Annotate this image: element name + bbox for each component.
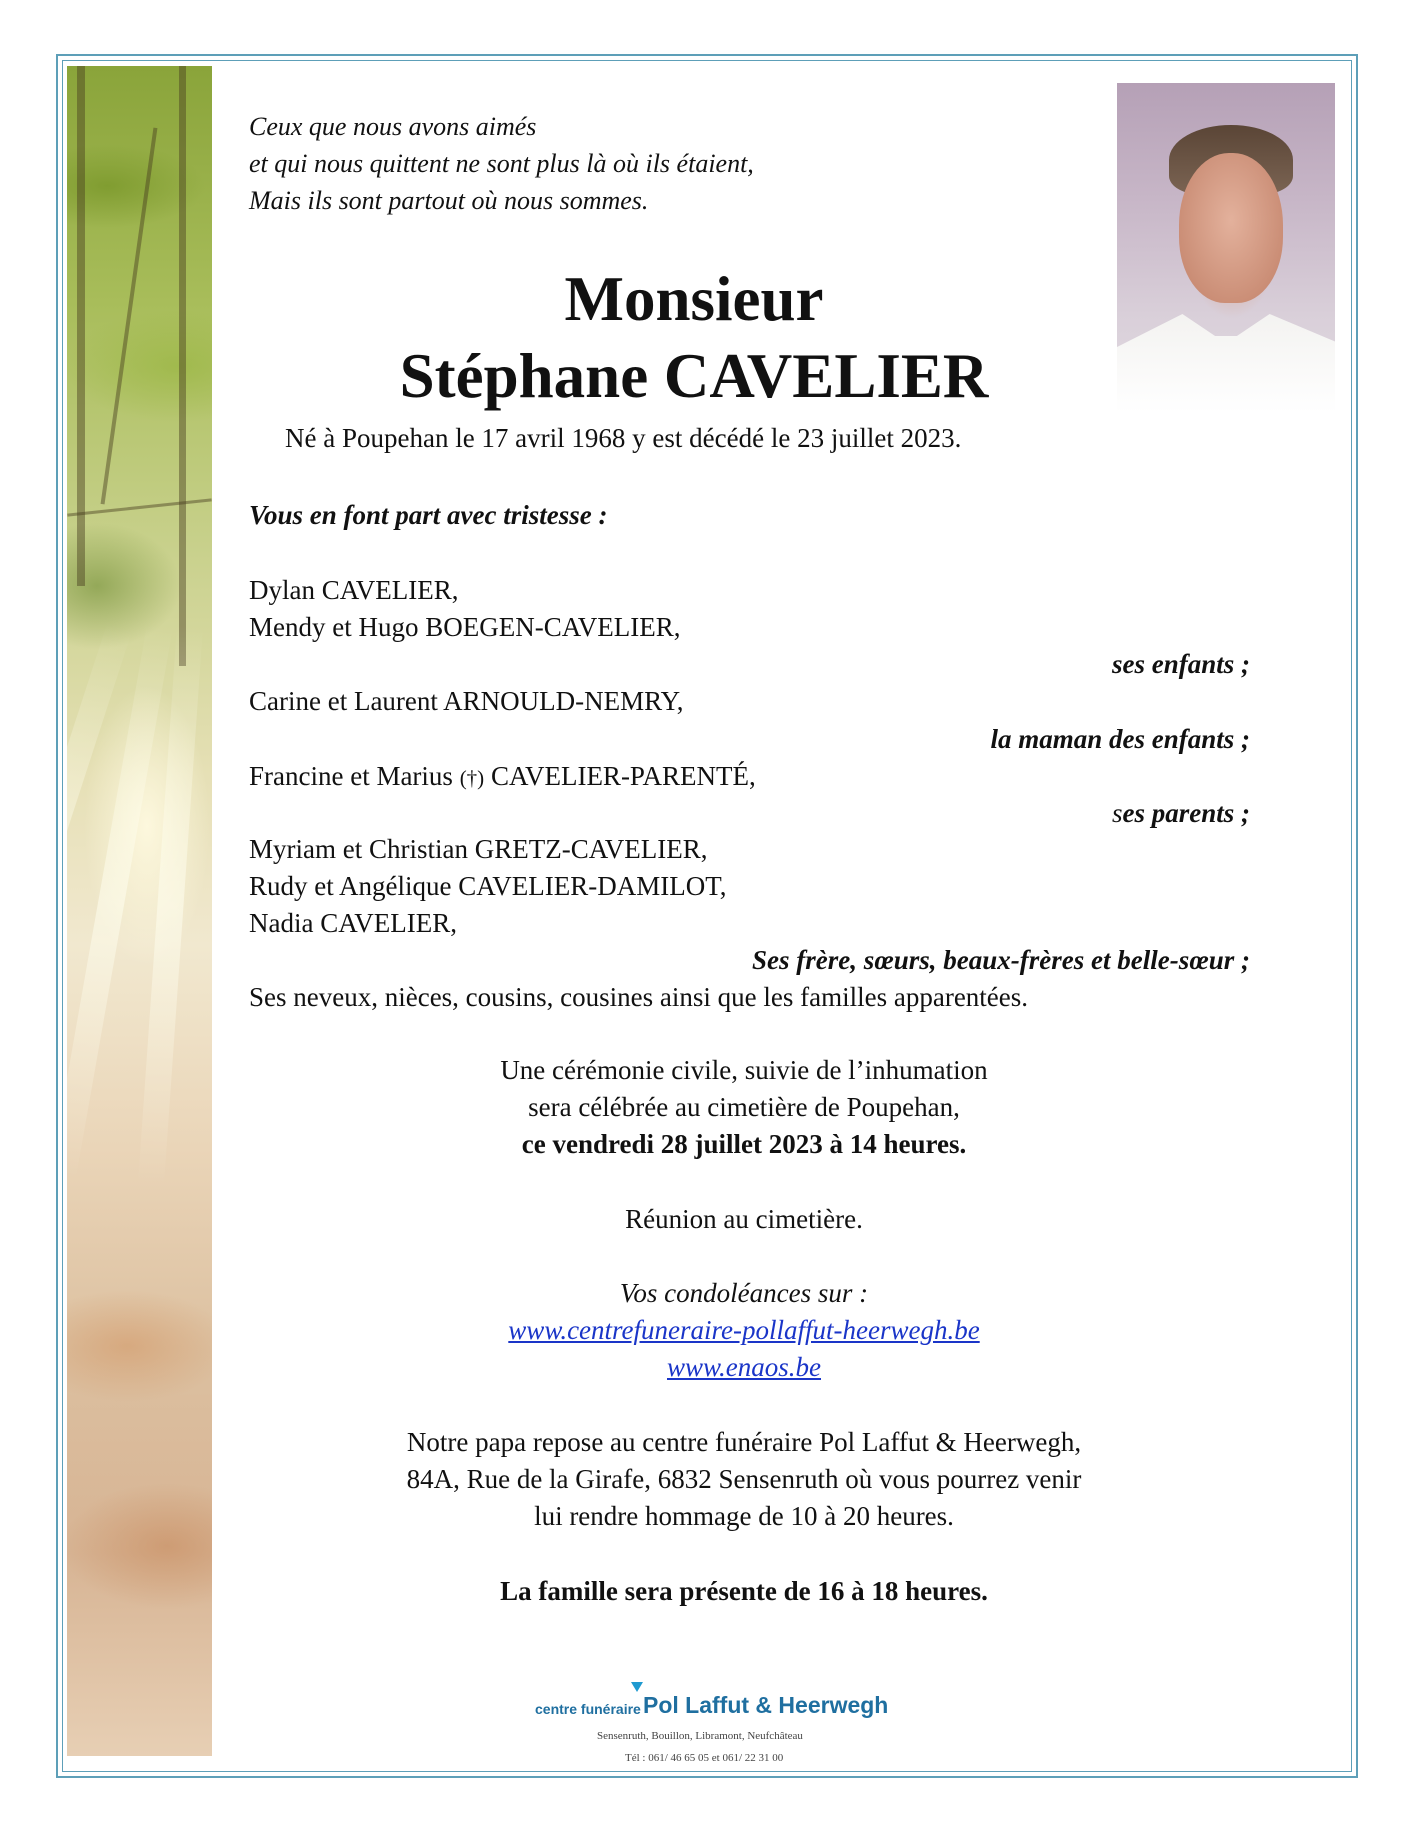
family-member [249,761,756,792]
family-presence: La famille sera présente de 16 à 18 heures. [500,1576,988,1606]
relation-label-prefix: s [1111,798,1123,828]
family-member: Dylan CAVELIER, [249,575,459,605]
poem-line: Mais ils sont partout où nous sommes. [249,186,649,215]
title-honorific: Monsieur [564,264,824,334]
funeral-home-logo [535,1680,889,1770]
dagger-symbol: (†) [459,766,485,790]
logo-triangle-icon [631,1682,643,1692]
family-member: Carine et Laurent ARNOULD-NEMRY, [249,686,684,716]
family-member: Myriam et Christian GRETZ-CAVELIER, [249,834,708,864]
poem-line: Ceux que nous avons aimés [249,112,537,141]
announce-heading: Vous en font part avec tristesse : [249,500,608,530]
birth-death-dates: Né à Poupehan le 17 avril 1968 y est décédé le 23 juillet 2023. [285,423,962,453]
poem-line: et qui nous quittent ne sont plus là où ils étaient, [249,149,754,178]
ceremony-line: sera célébrée au cimetière de Poupehan, [528,1092,960,1122]
rest-line: 84A, Rue de la Girafe, 6832 Sensenruth où vous pourrez venir [406,1464,1082,1494]
condolences-label: Vos condoléances sur : [619,1278,869,1308]
meeting-note: Réunion au cimetière. [625,1204,863,1234]
relation-label: la maman des enfants ; [990,724,1250,754]
ceremony-date: ce vendredi 28 juillet 2023 à 14 heures. [521,1129,967,1159]
logo-locations: Sensenruth, Bouillon, Libramont, Neufchâteau [597,1730,803,1742]
family-member: Rudy et Angélique CAVELIER-DAMILOT, [249,871,727,901]
relation-label: Ses frère, sœurs, beaux-frères et belle-sœur ; [752,945,1250,975]
poem [249,108,754,219]
family-member: Nadia CAVELIER, [249,908,457,938]
ceremony-line: Une cérémonie civile, suivie de l’inhumation [500,1055,988,1085]
title-name: Stéphane CAVELIER [399,341,989,411]
logo-small-text: centre funéraire [535,1701,641,1717]
rest-line: lui rendre hommage de 10 à 20 heures. [534,1501,954,1531]
parents-names: Francine et Marius [249,761,453,791]
parents-surname: CAVELIER-PARENTÉ, [490,761,756,791]
relation-label: ses enfants ; [1111,649,1250,679]
logo-name: Pol Laffut & Heerwegh [643,1692,889,1718]
relation-label [1112,798,1250,829]
relation-label-rest: es parents ; [1122,798,1250,828]
condolences-link[interactable]: www.centrefuneraire-pollaffut-heerwegh.be [508,1315,980,1345]
logo-phone: Tél : 061/ 46 65 05 et 061/ 22 31 00 [625,1752,784,1764]
portrait-photo [1117,83,1335,413]
extended-family: Ses neveux, nièces, cousins, cousines ainsi que les familles apparentées. [249,982,1029,1012]
forest-path-photo [67,66,212,1756]
rest-line: Notre papa repose au centre funéraire Pol Laffut & Heerwegh, [406,1427,1082,1457]
condolences-link[interactable]: www.enaos.be [667,1352,821,1382]
family-member: Mendy et Hugo BOEGEN-CAVELIER, [249,612,681,642]
